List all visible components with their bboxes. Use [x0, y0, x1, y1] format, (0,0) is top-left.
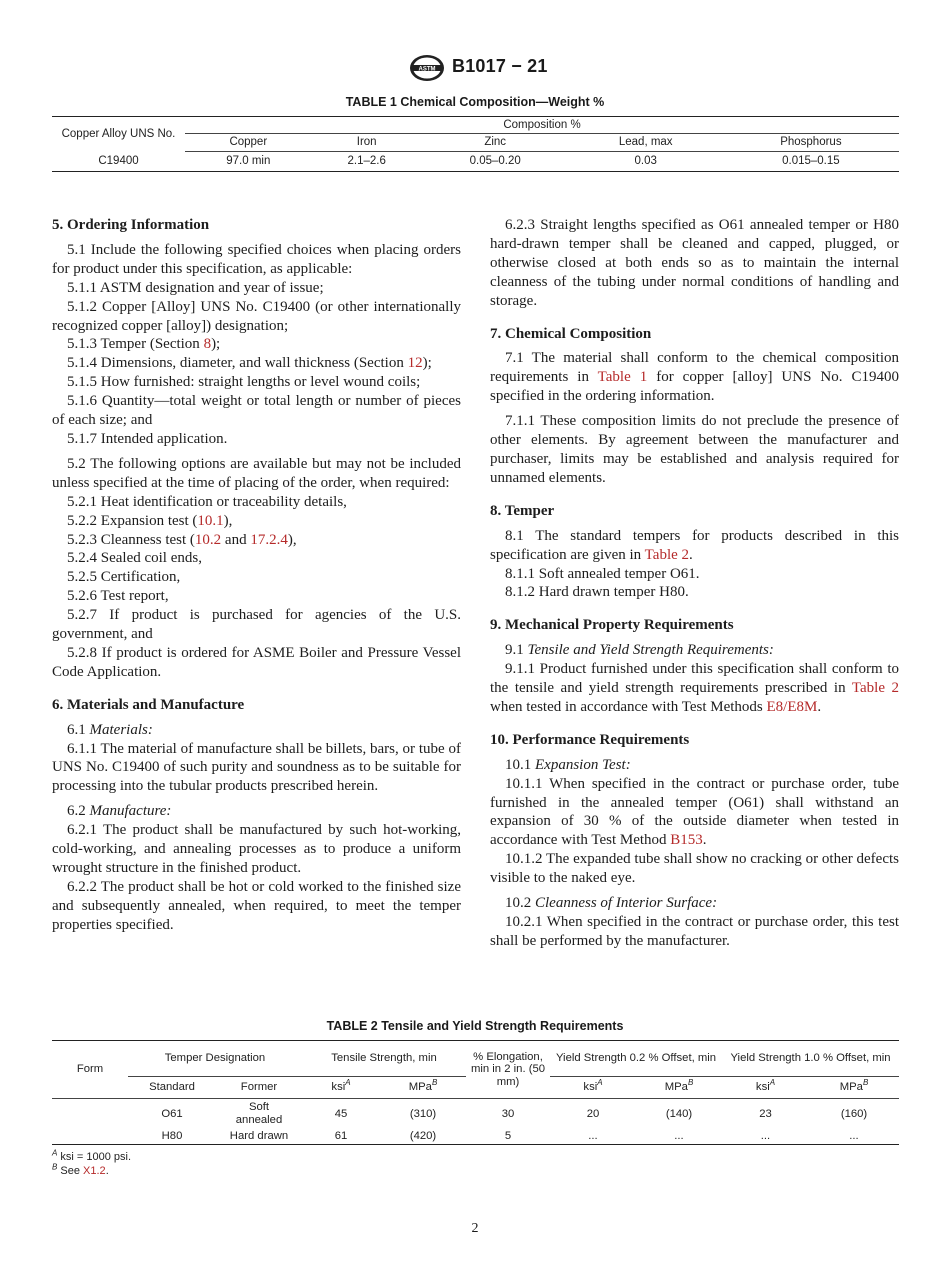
svg-text:ASTM: ASTM	[418, 66, 436, 73]
paragraph-8-1-1: 8.1.1 Soft annealed temper O61.	[505, 565, 700, 582]
section-8-link[interactable]: 8	[203, 336, 212, 353]
paragraph-5-2-5: 5.2.5 Certification,	[67, 569, 181, 586]
table-row	[52, 1129, 899, 1145]
table1-row-header: Copper Alloy UNS No.	[61, 127, 176, 140]
paragraph-9-1: 9.1 Tensile and Yield Strength Requirements:	[505, 642, 774, 659]
t2-header-mpa: MPa$^B$	[636, 1077, 722, 1099]
t2-cell: (140)	[665, 1107, 693, 1120]
section-6-heading: 6. Materials and Manufacture	[52, 696, 245, 713]
paragraph-5-1-4: 5.1.4 Dimensions, diameter, and wall thickness (Section 12);	[67, 355, 432, 372]
paragraph-5-2: 5.2 The following options are available but may not be included unless specified at the time of placing of the order, when required:	[52, 455, 461, 491]
t2-cell: (160)	[840, 1107, 868, 1120]
t2-header-temper: Temper Designation	[128, 1041, 302, 1077]
left-column	[52, 216, 461, 935]
paragraph-5-2-1: 5.2.1 Heat identification or traceability details,	[67, 493, 347, 510]
t2-header-standard: Standard	[128, 1077, 216, 1099]
paragraph-5-2-3: 5.2.3 Cleanness test (10.2 and 17.2.4),	[67, 531, 297, 548]
paragraph-6-1: 6.1 Materials:	[67, 721, 153, 738]
table1-cell: 97.0 min	[226, 155, 271, 167]
paragraph-6-2-2: 6.2.2 The product shall be hot or cold worked to the finished size and subsequently annealed, when required, to meet the temper properties specified.	[52, 878, 461, 933]
table1-col-header: Zinc	[422, 134, 569, 152]
paragraph-5-2-4: 5.2.4 Sealed coil ends,	[67, 550, 202, 567]
section-10-heading: 10. Performance Requirements	[490, 731, 690, 748]
t2-header-yield-02: Yield Strength 0.2 % Offset, min	[550, 1041, 722, 1077]
table-row	[52, 152, 899, 172]
t2-cell: 30	[501, 1107, 515, 1120]
paragraph-5-1-7: 5.1.7 Intended application.	[67, 430, 228, 447]
t2-header-elongation: % Elongation, min in 2 in. (50 mm)	[466, 1041, 550, 1099]
section-10-1-link[interactable]: 10.1	[197, 512, 224, 529]
t2-cell: (420)	[409, 1130, 437, 1142]
paragraph-8-1-2: 8.1.2 Hard drawn temper H80.	[505, 584, 689, 601]
t2-cell: ...	[849, 1130, 859, 1142]
paragraph-9-1-1: 9.1.1 Product furnished under this specification shall conform to the tensile and yield strength requirements prescribed in Table 2 when tested in accordance with Test Methods E8/E8M.	[490, 661, 900, 715]
right-column	[490, 216, 899, 951]
paragraph-6-2: 6.2 Manufacture:	[67, 803, 172, 820]
paragraph-5-1-5: 5.1.5 How furnished: straight lengths or level wound coils;	[67, 374, 421, 391]
table1-cell: 0.03	[634, 155, 657, 167]
table1-col-header: Lead, max	[569, 134, 723, 152]
t2-cell-form	[52, 1099, 128, 1129]
section-7-heading: 7. Chemical Composition	[490, 325, 652, 342]
table-2-link[interactable]: Table 2	[644, 546, 690, 563]
t2-cell-former: Hard drawn	[229, 1130, 289, 1142]
t2-cell: 5	[504, 1130, 512, 1142]
table1-group-header: Composition %	[185, 117, 899, 134]
table-row	[52, 1099, 899, 1129]
table1-caption: TABLE 1 Chemical Composition—Weight %	[345, 95, 605, 109]
t2-cell-standard: O61	[161, 1107, 183, 1120]
t2-header-ksi: ksi$^A$	[302, 1077, 380, 1099]
t2-header-yield-10: Yield Strength 1.0 % Offset, min	[722, 1041, 899, 1077]
t2-cell-form	[52, 1129, 128, 1145]
table2-caption: TABLE 2 Tensile and Yield Strength Requirements	[326, 1019, 624, 1033]
paragraph-5-2-7: 5.2.7 If product is purchased for agencies of the U.S. government, and	[52, 607, 461, 643]
t2-cell: (310)	[409, 1107, 437, 1120]
table1-col-header: Phosphorus	[723, 134, 899, 152]
t2-header-tensile: Tensile Strength, min	[302, 1041, 466, 1077]
b153-link[interactable]: B153	[670, 832, 703, 849]
t2-header-mpa: MPa$^B$	[380, 1077, 466, 1099]
chemical-composition-table	[52, 116, 899, 172]
paragraph-5-2-6: 5.2.6 Test report,	[67, 588, 169, 605]
x1-2-link[interactable]: X1.2	[83, 1165, 106, 1177]
table1-cell: 0.05–0.20	[469, 155, 521, 167]
t2-cell: ...	[674, 1130, 684, 1142]
t2-cell: 23	[759, 1107, 772, 1120]
table1-col-header: Copper	[185, 134, 312, 152]
section-8-heading: 8. Temper	[490, 502, 555, 519]
paragraph-5-1: 5.1 Include the following specified choices when placing orders for product under this specification, as applicable:	[52, 241, 461, 277]
table1-cell: 2.1–2.6	[347, 155, 386, 167]
table1-cell-alloy: C19400	[98, 154, 139, 167]
paragraph-8-1: 8.1 The standard tempers for products described in this specification are given in Table 2.	[490, 527, 899, 563]
e8-e8m-link[interactable]: E8/E8M	[766, 698, 818, 715]
t2-cell: 20	[586, 1107, 600, 1120]
paragraph-5-1-6: 5.1.6 Quantity—total weight or total length or number of pieces of each size; and	[52, 393, 461, 429]
t2-header-mpa: MPa$^B$	[809, 1077, 899, 1099]
page-number: 2	[471, 1221, 479, 1236]
t2-header-ksi: ksi$^A$	[550, 1077, 636, 1099]
section-10-2-link[interactable]: 10.2	[194, 531, 222, 548]
page-header	[0, 50, 950, 86]
t2-header-ksi: ksi$^A$	[722, 1077, 809, 1099]
table-2-link[interactable]: Table 2	[851, 680, 900, 697]
paragraph-10-1-2: 10.1.2 The expanded tube shall show no cracking or other defects visible to the naked eye.	[490, 851, 899, 887]
paragraph-10-2-1: 10.2.1 When specified in the contract or purchase order, this test shall be performed by the manufacturer.	[490, 914, 899, 949]
paragraph-5-2-2: 5.2.2 Expansion test (10.1),	[67, 512, 233, 529]
astm-logo-icon	[409, 54, 445, 82]
section-5-heading: 5. Ordering Information	[52, 217, 210, 233]
t2-cell-former: Soft annealed	[235, 1101, 283, 1126]
paragraph-10-2: 10.2 Cleanness of Interior Surface:	[505, 895, 718, 912]
table-1-link[interactable]: Table 1	[597, 369, 648, 386]
paragraph-10-1: 10.1 Expansion Test:	[505, 756, 631, 773]
t2-header-form: Form	[52, 1041, 128, 1099]
table1-cell: 0.015–0.15	[782, 155, 840, 167]
paragraph-10-1-1: 10.1.1 When specified in the contract or purchase order, tube furnished in the annealed temper (O61) shall withstand an expansion of 30 % of the outside diameter when tested in accordance with Test Method B153.	[490, 775, 899, 849]
section-12-link[interactable]: 12	[407, 355, 423, 372]
t2-cell: ...	[760, 1130, 771, 1142]
t2-cell: 45	[334, 1107, 348, 1120]
document-id: B1017 − 21	[452, 56, 548, 76]
paragraph-5-1-3: 5.1.3 Temper (Section 8);	[67, 336, 221, 353]
paragraph-5-2-8: 5.2.8 If product is ordered for ASME Boiler and Pressure Vessel Code Application.	[52, 644, 461, 680]
paragraph-6-2-3: 6.2.3 Straight lengths specified as O61 annealed temper or H80 hard-drawn temper shall be cleaned and capped, plugged, or otherwise closed at both ends so as to maintain the internal cleanness of the tubing under normal conditions of handling and storage.	[490, 217, 899, 309]
table1-col-header: Iron	[312, 134, 422, 152]
paragraph-7-1: 7.1 The material shall conform to the chemical composition requirements in Table 1 for copper [alloy] UNS No. C19400 specified in the ordering information.	[490, 350, 899, 405]
footnote-b: $^B$ See X1.2.	[52, 1162, 109, 1177]
t2-cell: ...	[588, 1130, 598, 1142]
paragraph-5-1-1: 5.1.1 ASTM designation and year of issue;	[67, 279, 324, 296]
section-17-2-4-link[interactable]: 17.2.4	[250, 531, 288, 548]
paragraph-7-1-1: 7.1.1 These composition limits do not preclude the presence of other elements. By agreement between the manufacturer and purchaser, limits may be established and analysis required for unnamed elements.	[490, 413, 899, 486]
paragraph-6-2-1: 6.2.1 The product shall be manufactured by such hot-working, cold-working, and annealing processes as to produce a uniform wrought structure in the finished product.	[52, 822, 461, 876]
t2-cell-standard: H80	[161, 1130, 183, 1142]
t2-header-former: Former	[216, 1077, 302, 1099]
t2-cell: 61	[334, 1130, 348, 1142]
footnote-a: $^A$ ksi = 1000 psi.	[52, 1148, 132, 1163]
tensile-strength-table	[52, 1040, 899, 1145]
paragraph-6-1-1: 6.1.1 The material of manufacture shall be billets, bars, or tube of UNS No. C19400 of such purity and soundness as to be suitable for processing into the tubular products prescribed herein.	[52, 740, 461, 795]
section-9-heading: 9. Mechanical Property Requirements	[490, 617, 734, 634]
paragraph-5-1-2: 5.1.2 Copper [Alloy] UNS No. C19400 (or other internationally recognized copper [alloy]) designation;	[52, 298, 461, 334]
